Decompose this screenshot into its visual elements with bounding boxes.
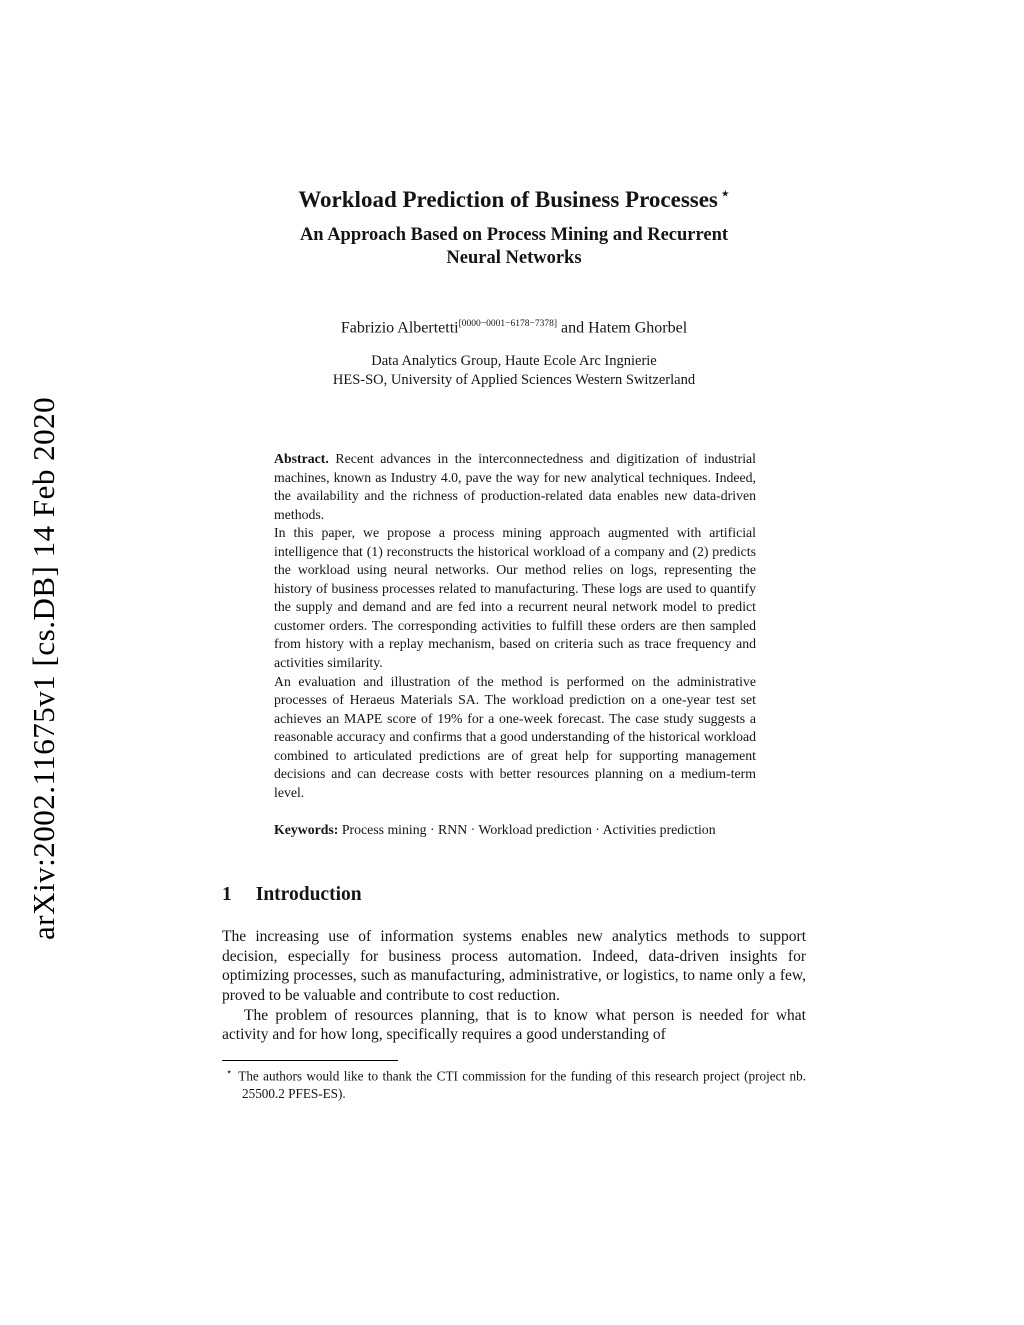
title-footnote-star: ⋆ bbox=[720, 187, 730, 203]
affiliation-line-1: Data Analytics Group, Haute Ecole Arc Ingnierie bbox=[371, 353, 657, 370]
section-1-number: 1 bbox=[222, 883, 232, 905]
author-rest: and Hatem Ghorbel bbox=[556, 319, 688, 337]
abstract-paragraph-3: An evaluation and illustration of the method is performed on the administrative processes of Heraeus Materials SA. The workload prediction on a one-year test set achieves an MAPE score of 19% for a one-week forecast. The case study suggests a reasonable accuracy and confirms that a good understanding of the historical workload combined to articulated predictions are of great help for supporting management decisions and can decrease costs with better resources planning on a medium-term level. bbox=[274, 673, 756, 800]
abstract-label: Abstract. bbox=[274, 450, 329, 466]
footnote bbox=[222, 1066, 806, 1102]
author-1-name: Fabrizio Albertetti bbox=[340, 319, 459, 337]
arxiv-watermark: arXiv:2002.11675v1 [cs.DB] 14 Feb 2020 bbox=[26, 396, 61, 940]
footnote-rule bbox=[222, 1060, 398, 1061]
introduction-body bbox=[222, 927, 806, 1045]
abstract-paragraph-1-text: Recent advances in the interconnectedness and digitization of industrial machines, known as Industry 4.0, pave the way for new analytical techniques. Indeed, the availability and the richness of production-related data enables new data-driven methods. bbox=[274, 450, 756, 522]
section-1-title: Introduction bbox=[255, 883, 362, 905]
abstract-block bbox=[274, 450, 756, 802]
footnote-marker: ⋆ bbox=[226, 1066, 233, 1078]
author-line bbox=[222, 319, 806, 337]
paper-title-text: Workload Prediction of Business Processes bbox=[298, 187, 718, 212]
introduction-paragraph-2: The problem of resources planning, that is to know what person is needed for what activity and for how long, specifically requires a good understanding of bbox=[222, 1006, 806, 1044]
affiliation-line-2: HES-SO, University of Applied Sciences Western Switzerland bbox=[332, 372, 696, 389]
affiliation-block bbox=[222, 352, 806, 390]
paper-subtitle: An Approach Based on Process Mining and Recurrent Neural Networks bbox=[299, 224, 729, 269]
author-1-orcid: [0000−0001−6178−7378] bbox=[458, 318, 557, 329]
keywords-label: Keywords: bbox=[274, 822, 339, 838]
keywords-text: Process mining · RNN · Workload prediction · Activities prediction bbox=[338, 822, 716, 838]
keywords-line bbox=[274, 821, 756, 840]
footnote-text: The authors would like to thank the CTI commission for the funding of this research project (project nb. 25500.2 PFES-ES). bbox=[238, 1068, 806, 1101]
introduction-paragraph-1: The increasing use of information systems enables new analytics methods to support decision, especially for business process automation. Indeed, data-driven insights for optimizing processes, such as manufacturing, administrative, or logistics, to name only a few, proved to be valuable and contribute to cost reduction. bbox=[222, 927, 806, 1004]
abstract-paragraph-2: In this paper, we propose a process mining approach augmented with artificial intelligence that (1) reconstructs the historical workload of a company and (2) predicts the workload using neural networks. Our method relies on logs, representing the history of business processes related to manufacturing. These logs are used to quantify the supply and demand and are fed into a recurrent neural network model to predict customer orders. The corresponding activities to fulfill these orders are then sampled from history with a replay mechanism, based on criteria such as trace frequency and activities similarity. bbox=[274, 525, 756, 670]
section-1-heading bbox=[222, 884, 806, 906]
paper-title bbox=[222, 186, 806, 214]
paper-page bbox=[222, 0, 806, 1102]
abstract-paragraph-1 bbox=[274, 450, 756, 524]
